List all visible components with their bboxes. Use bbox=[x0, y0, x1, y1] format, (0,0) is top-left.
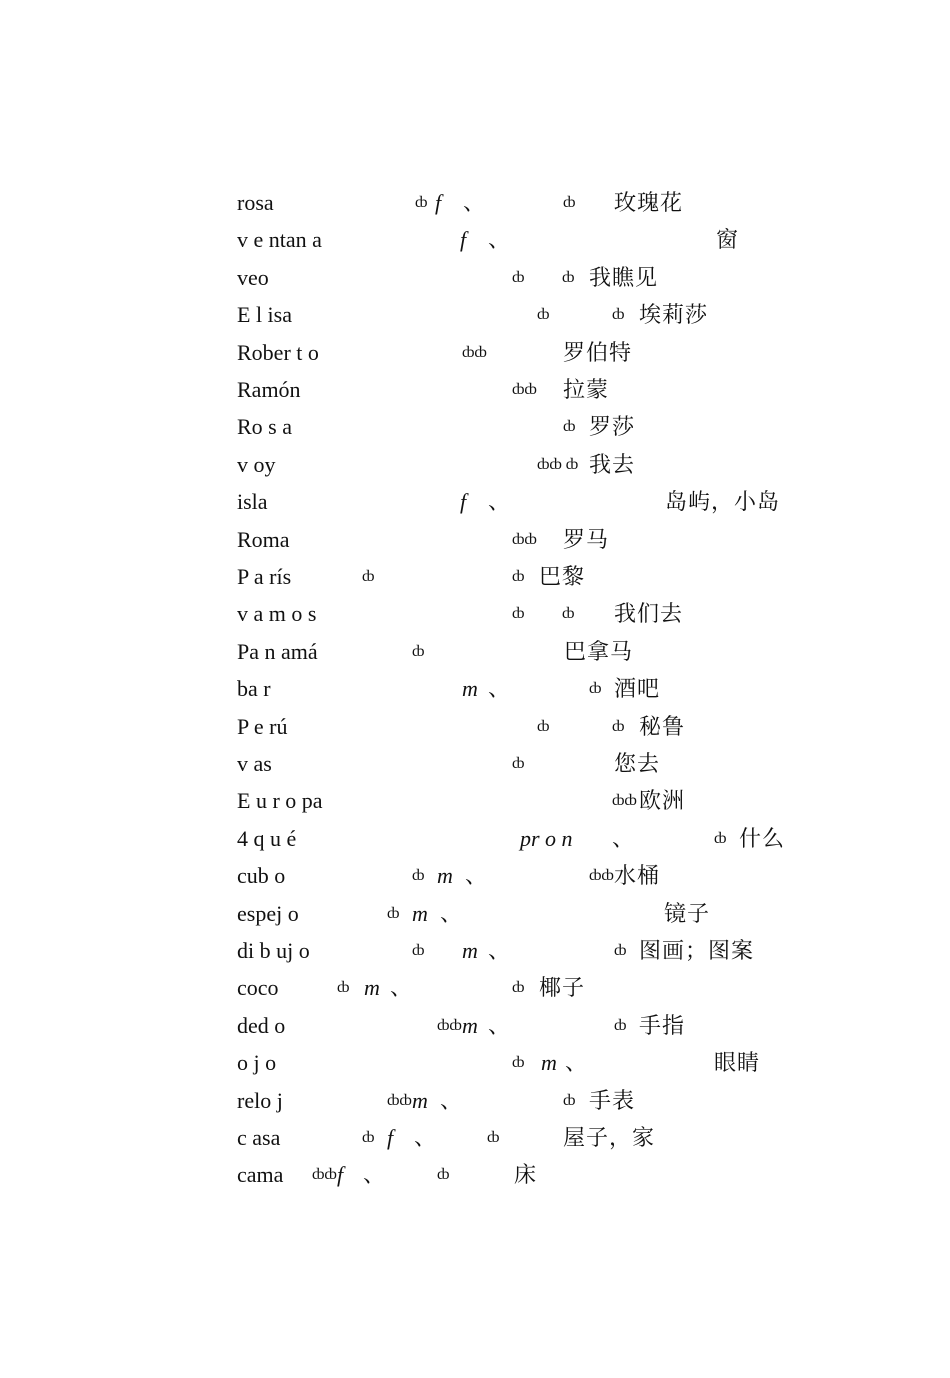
chinese-meaning: 眼睛 bbox=[714, 1050, 761, 1076]
chinese-meaning: 拉蒙 bbox=[563, 377, 610, 402]
punctuation: 、 bbox=[488, 489, 511, 515]
punctuation: 、 bbox=[390, 975, 413, 1001]
part-of-speech: pr o n bbox=[520, 825, 573, 851]
chinese-meaning: 图画；图案 bbox=[639, 938, 755, 963]
spanish-word: E l isa bbox=[237, 302, 292, 328]
spanish-word: relo j bbox=[237, 1087, 283, 1113]
chinese-meaning: 什么 bbox=[739, 825, 786, 851]
punctuation: 、 bbox=[488, 227, 511, 253]
vocab-row bbox=[0, 487, 950, 517]
punctuation: 、 bbox=[612, 825, 635, 851]
glyph-marker: ȸ bbox=[563, 194, 576, 211]
glyph-marker: ȸ bbox=[563, 418, 576, 436]
punctuation: 、 bbox=[440, 900, 463, 926]
chinese-meaning: 椰子 bbox=[539, 975, 586, 1001]
glyph-marker: ȸ bbox=[614, 1016, 627, 1034]
glyph-marker: ȸ bbox=[562, 605, 575, 623]
spanish-word: 4 q u é bbox=[237, 825, 297, 851]
chinese-meaning: 埃莉莎 bbox=[639, 302, 709, 328]
glyph-marker: ȸȸ bbox=[387, 1091, 412, 1109]
glyph-marker: ȸ bbox=[537, 717, 550, 735]
vocab-row bbox=[0, 712, 950, 742]
punctuation: 、 bbox=[463, 190, 486, 215]
chinese-meaning: 水桶 bbox=[614, 863, 661, 889]
chinese-meaning: 罗莎 bbox=[589, 414, 636, 440]
part-of-speech: f bbox=[460, 227, 467, 253]
glyph-marker: ȸ bbox=[612, 717, 625, 735]
part-of-speech: m bbox=[462, 938, 478, 963]
chinese-meaning: 玫瑰花 bbox=[614, 190, 684, 215]
glyph-marker: ȸ bbox=[512, 1054, 525, 1072]
vocab-row bbox=[0, 525, 950, 555]
glyph-marker: ȸ bbox=[362, 1129, 375, 1146]
chinese-meaning: 您去 bbox=[614, 751, 661, 776]
vocab-row bbox=[0, 861, 950, 891]
spanish-word: cama bbox=[237, 1162, 284, 1188]
glyph-marker: ȸ bbox=[714, 829, 727, 847]
glyph-marker: ȸ bbox=[512, 605, 525, 623]
spanish-word: P a rís bbox=[237, 564, 292, 589]
glyph-marker: ȸ bbox=[437, 1166, 450, 1184]
spanish-word: coco bbox=[237, 975, 279, 1001]
chinese-meaning: 我们去 bbox=[614, 601, 684, 627]
glyph-marker: ȸ bbox=[589, 680, 602, 698]
vocab-row bbox=[0, 936, 950, 966]
glyph-marker: ȸȸ bbox=[312, 1166, 337, 1184]
glyph-marker: ȸȸ bbox=[437, 1016, 462, 1034]
vocab-row bbox=[0, 412, 950, 442]
glyph-marker: ȸȸ bbox=[612, 792, 637, 810]
glyph-marker: ȸ bbox=[562, 268, 575, 286]
chinese-meaning: 秘鲁 bbox=[639, 713, 686, 739]
chinese-meaning: 欧洲 bbox=[639, 788, 686, 814]
vocab-row bbox=[0, 450, 950, 480]
chinese-meaning: 床 bbox=[514, 1162, 538, 1188]
spanish-word: isla bbox=[237, 489, 268, 515]
vocab-row bbox=[0, 1160, 950, 1190]
glyph-marker: ȸ bbox=[412, 642, 425, 660]
glyph-marker: ȸ bbox=[412, 942, 425, 959]
vocab-row bbox=[0, 786, 950, 816]
spanish-word: Pa n amá bbox=[237, 638, 318, 664]
glyph-marker: ȸ bbox=[337, 979, 350, 997]
vocab-row bbox=[0, 674, 950, 704]
vocab-row bbox=[0, 1086, 950, 1116]
chinese-meaning: 巴黎 bbox=[539, 564, 586, 589]
spanish-word: Ramón bbox=[237, 377, 301, 402]
chinese-meaning: 手表 bbox=[589, 1087, 636, 1113]
spanish-word: cub o bbox=[237, 863, 286, 889]
part-of-speech: m bbox=[412, 900, 428, 926]
part-of-speech: m bbox=[462, 1012, 478, 1038]
spanish-word: v oy bbox=[237, 451, 276, 477]
spanish-word: v e ntan a bbox=[237, 227, 322, 253]
glyph-marker: ȸ bbox=[563, 1091, 576, 1109]
vocab-row bbox=[0, 375, 950, 405]
glyph-marker: ȸ bbox=[415, 194, 428, 211]
glyph-marker: ȸȸ ȸ bbox=[537, 455, 579, 473]
punctuation: 、 bbox=[488, 676, 511, 702]
chinese-meaning: 窗 bbox=[716, 227, 740, 253]
vocab-row bbox=[0, 263, 950, 293]
glyph-marker: ȸ bbox=[612, 306, 625, 324]
vocab-row bbox=[0, 637, 950, 667]
punctuation: 、 bbox=[488, 938, 511, 963]
vocab-row bbox=[0, 824, 950, 854]
glyph-marker: ȸȸ bbox=[462, 343, 487, 361]
glyph-marker: ȸ bbox=[537, 306, 550, 324]
vocab-row bbox=[0, 338, 950, 368]
chinese-meaning: 酒吧 bbox=[614, 676, 661, 702]
chinese-meaning: 屋子，家 bbox=[563, 1125, 656, 1150]
chinese-meaning: 镜子 bbox=[664, 900, 711, 926]
glyph-marker: ȸ bbox=[387, 904, 400, 922]
punctuation: 、 bbox=[465, 863, 488, 889]
part-of-speech: m bbox=[437, 863, 453, 889]
vocab-row bbox=[0, 300, 950, 330]
spanish-word: o j o bbox=[237, 1050, 277, 1076]
glyph-marker: ȸ bbox=[487, 1129, 500, 1146]
vocab-row bbox=[0, 973, 950, 1003]
spanish-word: P e rú bbox=[237, 713, 288, 739]
spanish-word: rosa bbox=[237, 190, 274, 215]
spanish-word: ba r bbox=[237, 676, 271, 702]
punctuation: 、 bbox=[363, 1162, 386, 1188]
glyph-marker: ȸ bbox=[512, 268, 525, 286]
spanish-word: E u r o pa bbox=[237, 788, 323, 814]
punctuation: 、 bbox=[440, 1087, 463, 1113]
vocab-row bbox=[0, 1123, 950, 1153]
vocab-row bbox=[0, 188, 950, 218]
vocab-row bbox=[0, 599, 950, 629]
vocab-row bbox=[0, 749, 950, 779]
spanish-word: veo bbox=[237, 264, 269, 290]
part-of-speech: m bbox=[412, 1087, 428, 1113]
punctuation: 、 bbox=[488, 1012, 511, 1038]
glyph-marker: ȸ bbox=[362, 568, 375, 585]
part-of-speech: m bbox=[462, 676, 478, 702]
spanish-word: Rober t o bbox=[237, 339, 319, 365]
part-of-speech: f bbox=[435, 190, 442, 215]
spanish-word: Roma bbox=[237, 526, 290, 552]
chinese-meaning: 罗马 bbox=[563, 526, 610, 552]
spanish-word: espej o bbox=[237, 900, 299, 926]
part-of-speech: m bbox=[364, 975, 380, 1001]
chinese-meaning: 我瞧见 bbox=[589, 264, 659, 290]
chinese-meaning: 我去 bbox=[589, 451, 636, 477]
vocab-row bbox=[0, 225, 950, 255]
part-of-speech: f bbox=[387, 1125, 394, 1150]
spanish-word: di b uj o bbox=[237, 938, 310, 963]
chinese-meaning: 罗伯特 bbox=[563, 339, 633, 365]
glyph-marker: ȸȸ bbox=[512, 530, 537, 548]
glyph-marker: ȸ bbox=[512, 979, 525, 997]
chinese-meaning: 岛屿，小岛 bbox=[665, 489, 781, 515]
chinese-meaning: 手指 bbox=[639, 1012, 686, 1038]
punctuation: 、 bbox=[414, 1125, 437, 1150]
spanish-word: ded o bbox=[237, 1012, 286, 1038]
spanish-word: v as bbox=[237, 751, 272, 776]
glyph-marker: ȸ bbox=[512, 568, 525, 585]
vocab-row bbox=[0, 1011, 950, 1041]
punctuation: 、 bbox=[565, 1050, 588, 1076]
part-of-speech: f bbox=[460, 489, 467, 515]
vocab-row bbox=[0, 562, 950, 592]
spanish-word: v a m o s bbox=[237, 601, 317, 627]
glyph-marker: ȸ bbox=[614, 942, 627, 959]
part-of-speech: m bbox=[541, 1050, 557, 1076]
vocab-row bbox=[0, 899, 950, 929]
chinese-meaning: 巴拿马 bbox=[564, 638, 634, 664]
glyph-marker: ȸȸ bbox=[589, 867, 614, 885]
spanish-word: c asa bbox=[237, 1125, 281, 1150]
part-of-speech: f bbox=[337, 1162, 344, 1188]
spanish-word: Ro s a bbox=[237, 414, 292, 440]
glyph-marker: ȸ bbox=[412, 867, 425, 885]
glyph-marker: ȸ bbox=[512, 755, 525, 772]
glyph-marker: ȸȸ bbox=[512, 381, 537, 398]
vocab-row bbox=[0, 1048, 950, 1078]
